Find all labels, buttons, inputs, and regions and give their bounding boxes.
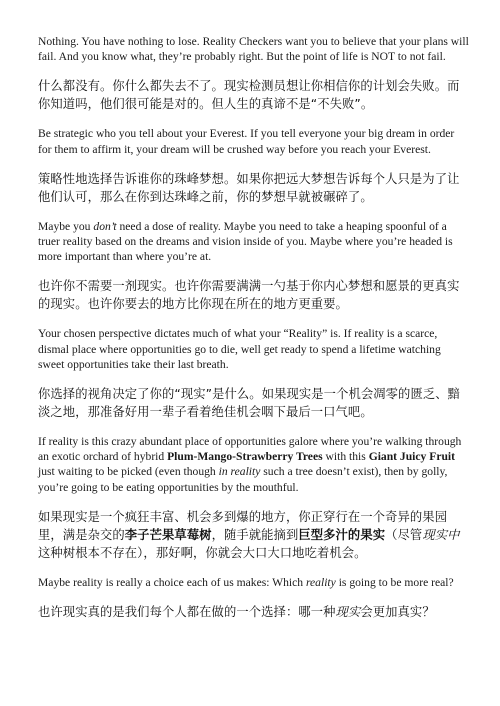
text-segment: If reality is this crazy abundant place of opportunities galore where you’re walking through an exotic orchard of hybrid (38, 435, 462, 464)
document-page (38, 34, 470, 634)
text-segment: 你选择的视角决定了你的“现实”是什么。如果现实是一个机会凋零的匮乏、黯淡之地，那准备好用一辈子看着绝佳机会咽下最后一口气吧。 (38, 387, 461, 420)
text-segment: 会更加真实？ (360, 605, 435, 620)
chinese-paragraph (38, 385, 470, 421)
text-segment: such a tree doesn’t exist), then by golly, you’re going to be eating opportunities by the mouthful. (38, 465, 448, 494)
chinese-paragraph (38, 77, 470, 113)
italic-text: 现实 (335, 605, 361, 620)
text-segment: （尽管 (385, 527, 423, 542)
text-segment: 这种树根本不存在），那好啊，你就会大口大口地吃着机会。 (38, 545, 367, 560)
text-segment: with this (322, 450, 369, 464)
english-paragraph (38, 326, 470, 372)
bold-text: Giant Juicy Fruit (368, 450, 455, 464)
text-segment: ，随手就能摘到 (211, 527, 299, 542)
text-segment: 也许现实真的是我们每个人都在做的一个选择：哪一种 (38, 605, 336, 620)
italic-text: don’t (93, 219, 117, 233)
text-segment: just waiting to be picked (even though (38, 465, 219, 479)
text-segment: 如果现实是一个疯狂丰富、机会多到爆的地方，你正穿行在一个奇异的果园里，满是杂交的 (38, 509, 448, 542)
chinese-paragraph (38, 603, 470, 621)
english-paragraph (38, 434, 470, 495)
english-paragraph (38, 126, 470, 156)
chinese-paragraph (38, 508, 470, 562)
bold-text: Plum-Mango-Strawberry Trees (167, 450, 323, 464)
bold-text: 李子芒果草莓树 (124, 527, 212, 542)
text-segment: is going to be more real? (335, 575, 454, 589)
text-segment: need a dose of reality. Maybe you need to take a heaping spoonful of a truer reality based on the dreams and vision inside of you. Maybe where you’re headed is more important than where you’re at. (38, 219, 453, 264)
italic-text: in reality (218, 465, 261, 479)
english-paragraph (38, 219, 470, 265)
chinese-paragraph (38, 170, 470, 206)
english-paragraph (38, 575, 470, 590)
italic-text: reality (305, 575, 336, 589)
text-segment: Maybe you (38, 219, 94, 233)
text-segment: 什么都没有。你什么都失去不了。现实检测员想让你相信你的计划会失败。而你知道吗，他们很可能是对的。但人生的真谛不是“不失败”。 (38, 79, 460, 112)
text-segment: 也许你不需要一剂现实。也许你需要满满一勺基于你内心梦想和愿景的更真实的现实。也许你要去的地方比你现在所在的地方更重要。 (38, 279, 460, 312)
bold-text: 巨型多汁的果实 (298, 527, 386, 542)
text-segment: 策略性地选择告诉谁你的珠峰梦想。如果你把远大梦想告诉每个人只是为了让他们认可，那么在你到达珠峰之前，你的梦想早就被碾碎了。 (38, 171, 460, 204)
text-segment: Maybe reality is really a choice each of us makes: Which (38, 575, 306, 589)
italic-text: 现实中 (422, 527, 460, 542)
english-paragraph (38, 34, 470, 64)
text-segment: Your chosen perspective dictates much of what your “Reality” is. If reality is a scarce, dismal place where opportunities go to die, well get ready to spend a lifetime watching sweet opportunities take their last breath. (38, 327, 441, 371)
chinese-paragraph (38, 277, 470, 313)
text-segment: Be strategic who you tell about your Everest. If you tell everyone your big dream in order for them to affirm it, your dream will be crushed way before you reach your Everest. (38, 127, 455, 156)
text-segment: Nothing. You have nothing to lose. Reality Checkers want you to believe that your plans will fail. And you know what, they’re probably right. But the point of life is NOT to not fail. (38, 35, 469, 64)
